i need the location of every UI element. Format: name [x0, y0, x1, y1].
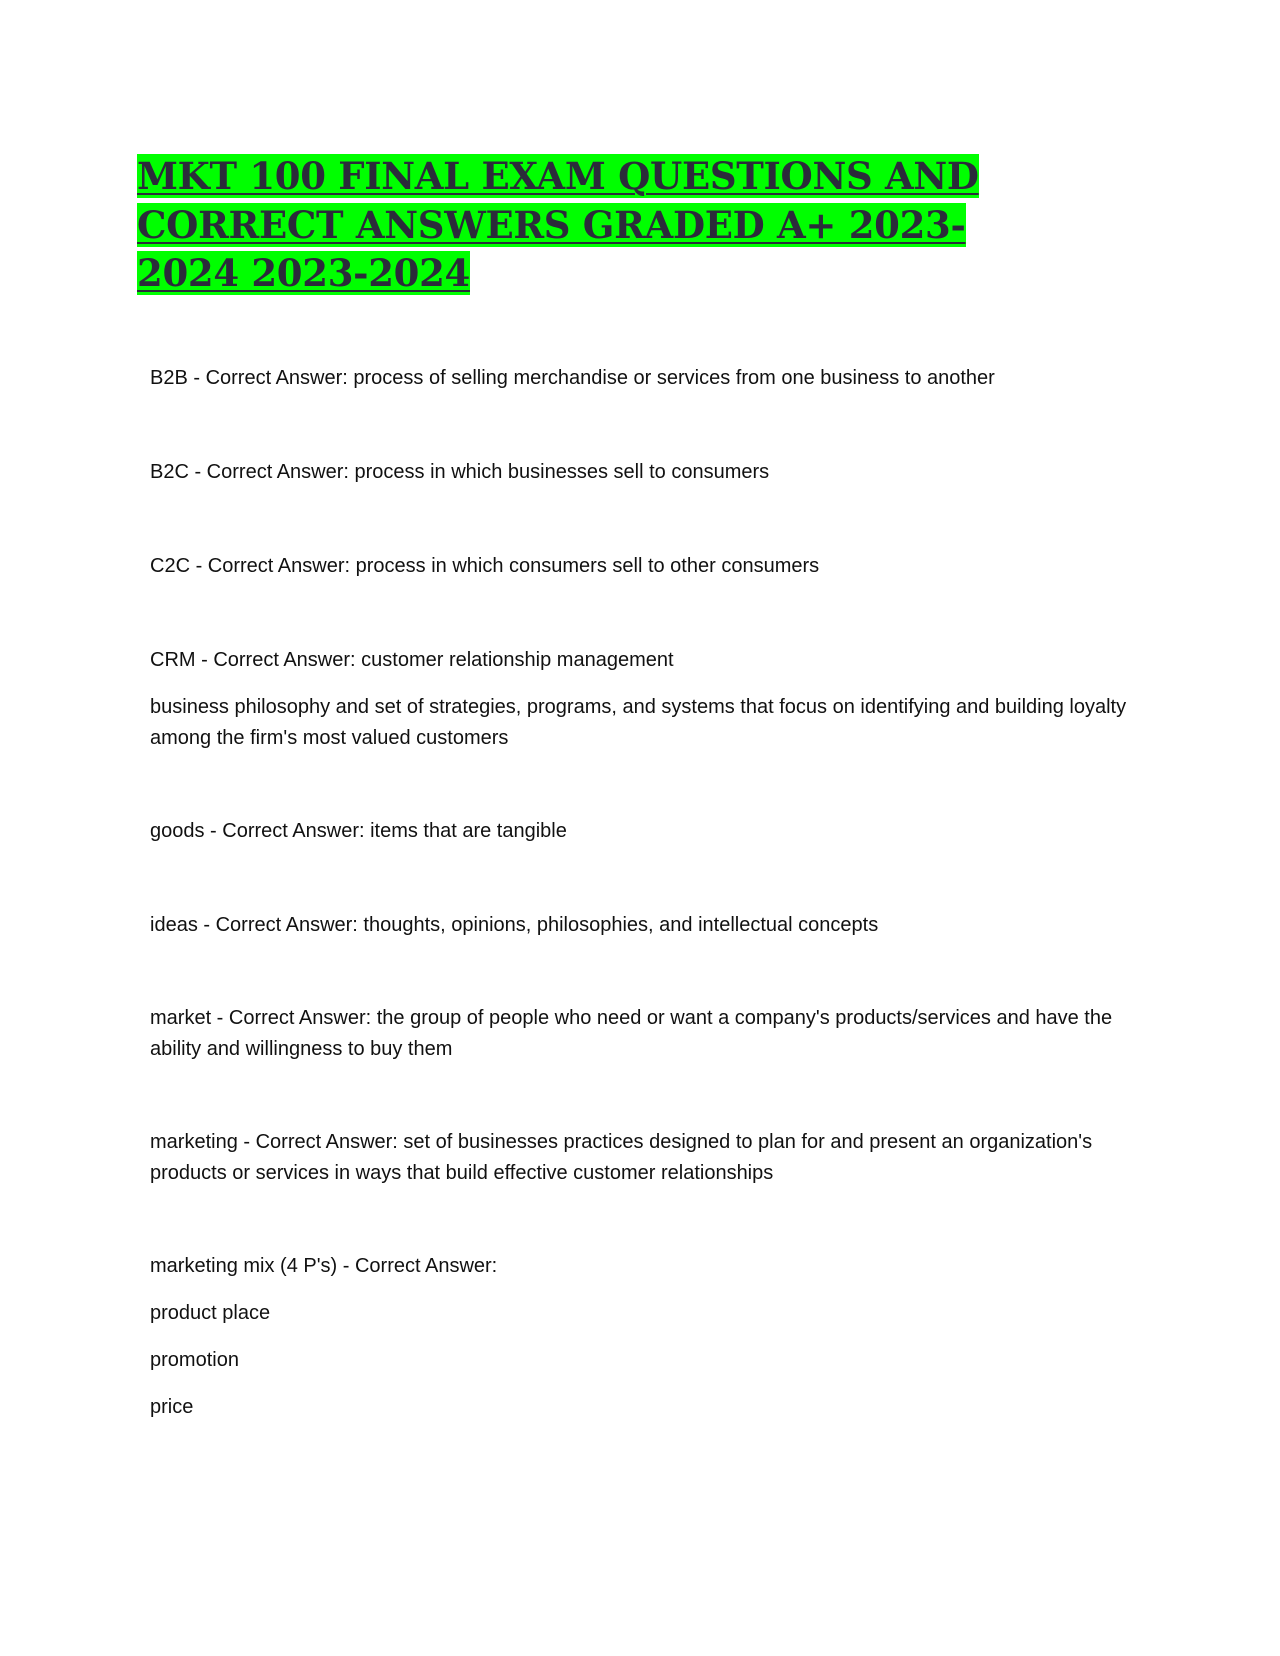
entry-market: market - Correct Answer: the group of people who need or want a company's products/services and have the ability and willingness to buy them — [150, 1007, 1113, 1060]
entry-mix-price: price — [150, 1396, 194, 1418]
entry-crm-definition: business philosophy and set of strategies, programs, and systems that focus on identifying and building loyalty among the firm's most valued customers — [150, 696, 1127, 749]
entry-crm: CRM - Correct Answer: customer relationship management — [150, 649, 674, 671]
entry-c2c: C2C - Correct Answer: process in which consumers sell to other consumers — [150, 555, 820, 577]
entry-b2b: B2B - Correct Answer: process of selling merchandise or services from one business to another — [150, 367, 995, 389]
entry-b2c: B2C - Correct Answer: process in which businesses sell to consumers — [150, 461, 770, 483]
entry-mix-product-place: product place — [150, 1302, 271, 1324]
entry-ideas: ideas - Correct Answer: thoughts, opinions, philosophies, and intellectual concepts — [150, 914, 879, 936]
document-title — [137, 152, 1017, 298]
entry-marketing-mix: marketing mix (4 P's) - Correct Answer: — [150, 1255, 498, 1277]
entry-marketing: marketing - Correct Answer: set of businesses practices designed to plan for and present an organization's products or services in ways that build effective customer relationships — [150, 1131, 1093, 1184]
entry-goods: goods - Correct Answer: items that are tangible — [150, 820, 567, 842]
document-title-text: MKT 100 FINAL EXAM QUESTIONS AND CORRECT ANSWERS GRADED A+ 2023-2024 2023-2024 — [137, 154, 979, 295]
entry-mix-promotion: promotion — [150, 1349, 239, 1371]
